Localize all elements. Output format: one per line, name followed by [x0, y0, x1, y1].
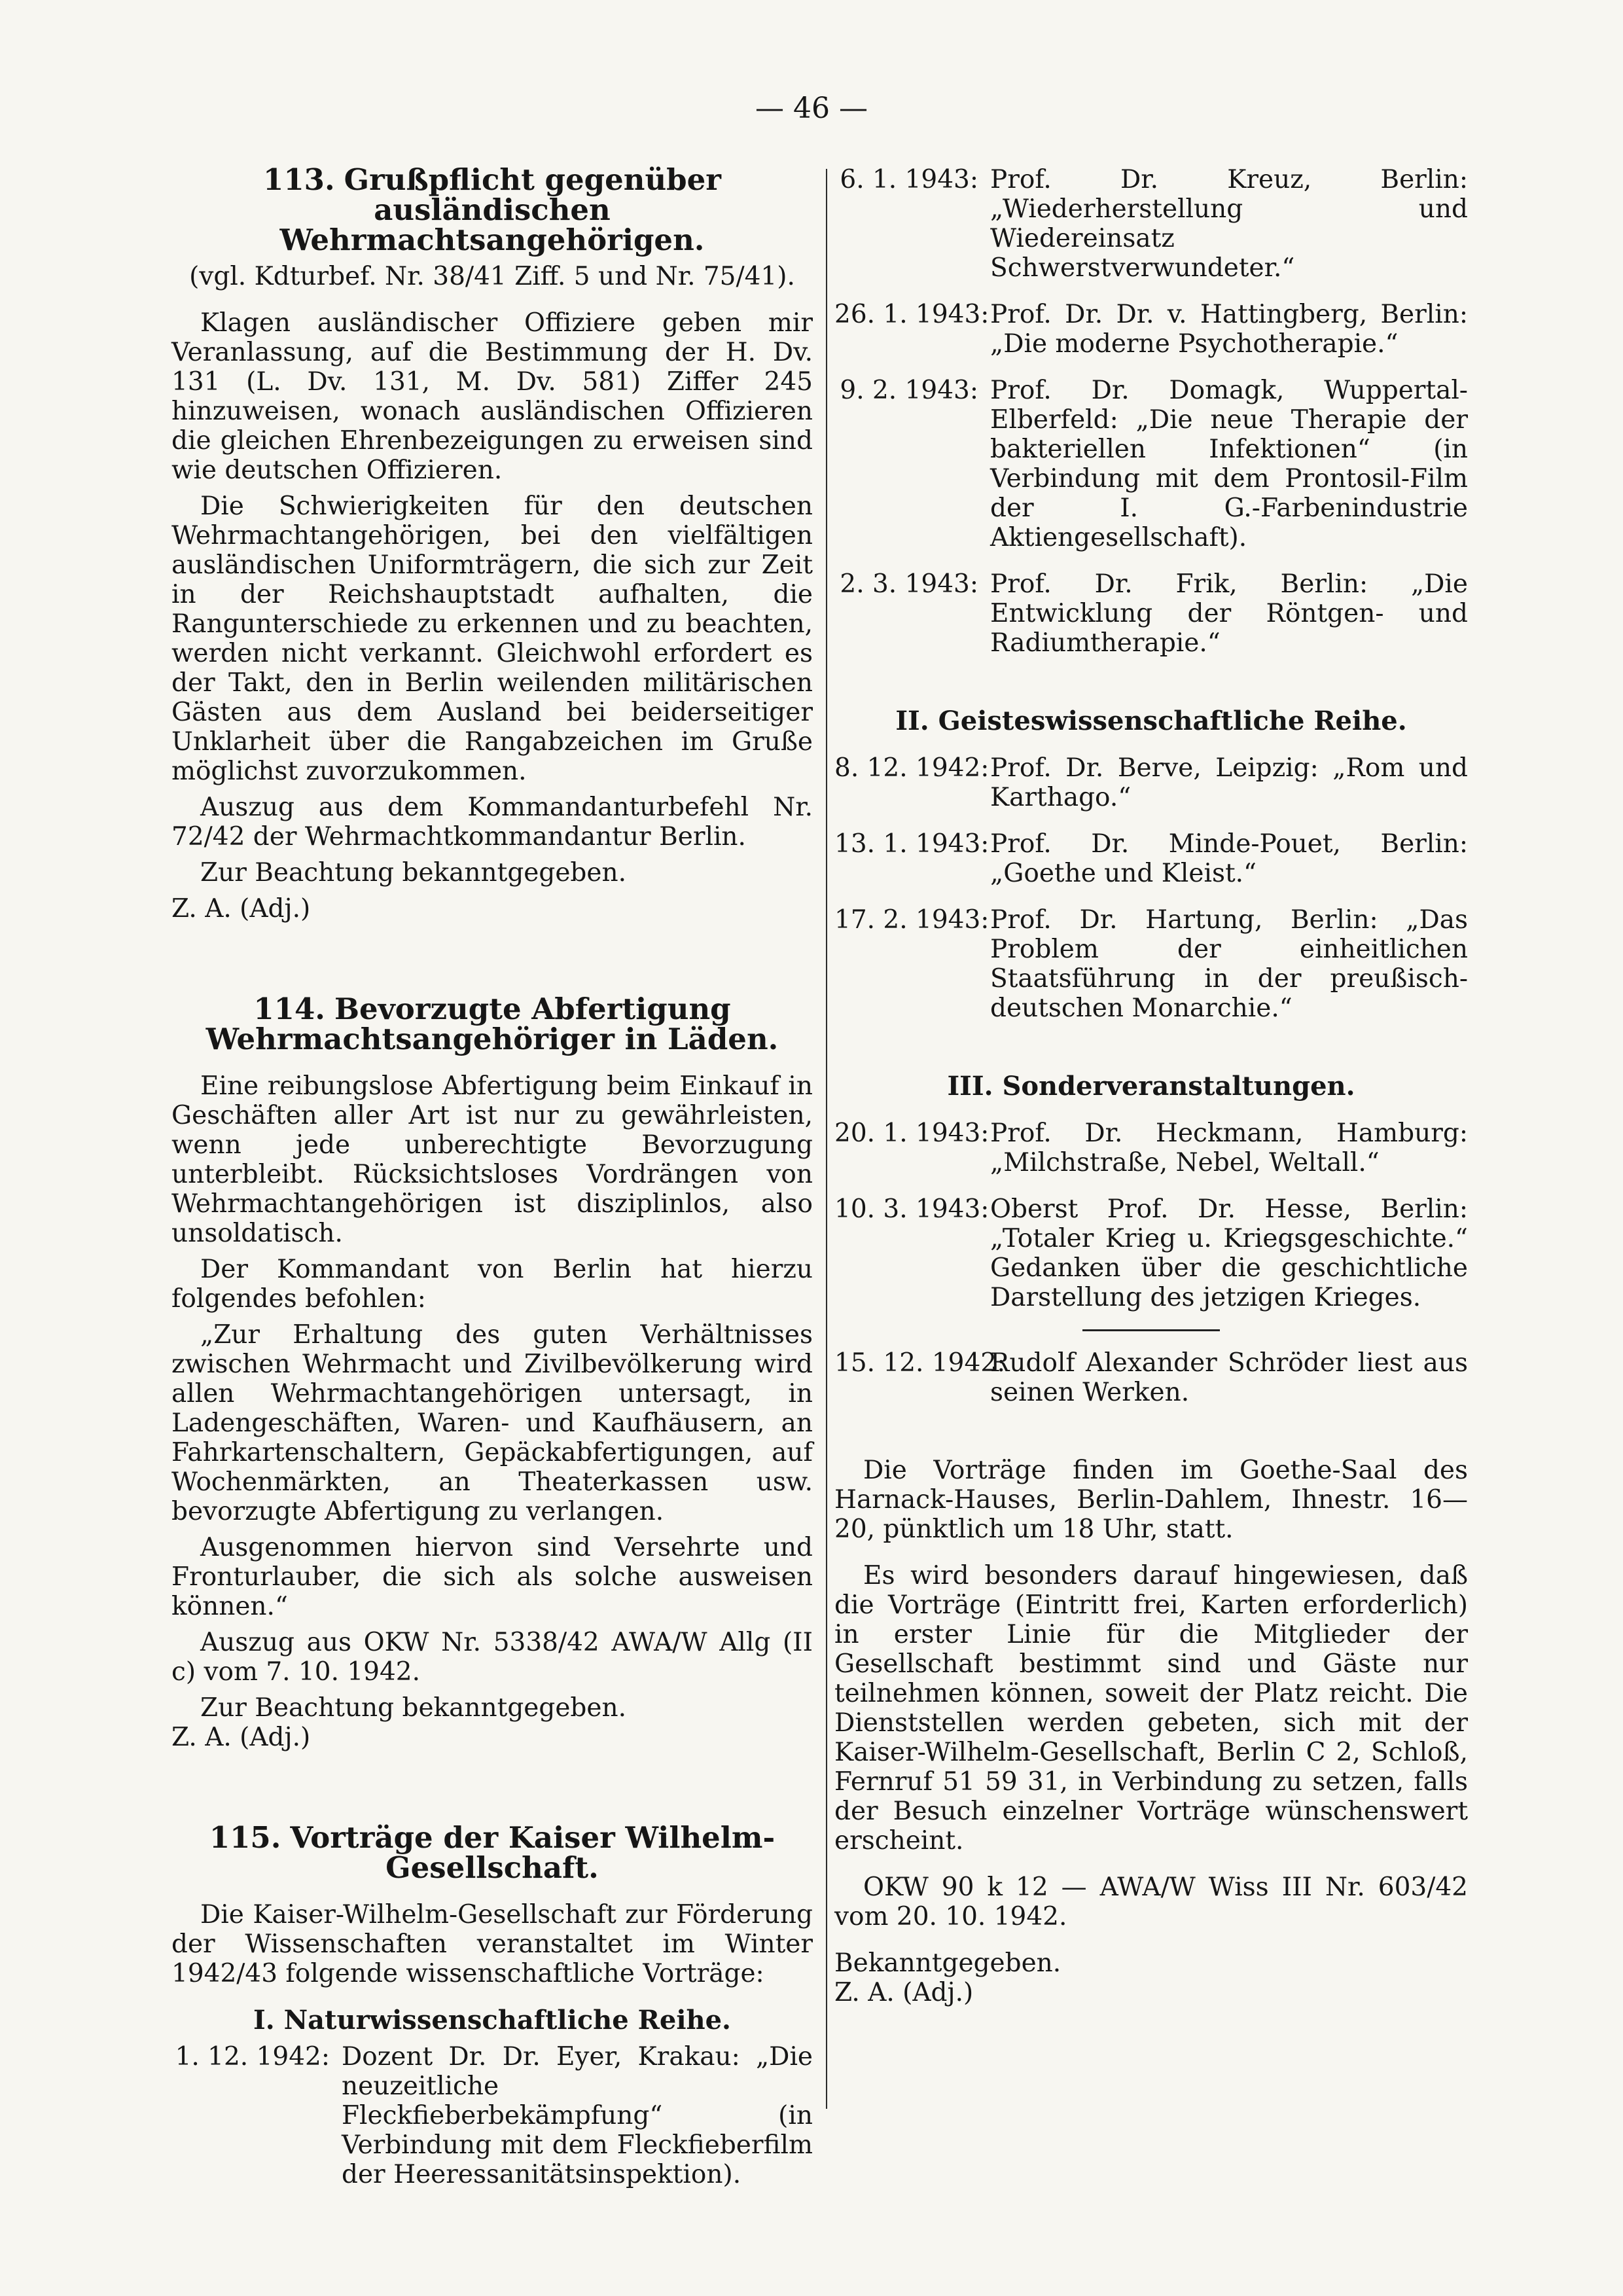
lecture-text: Prof. Dr. Berve, Leipzig: „Rom und Karthago.“	[990, 753, 1468, 812]
lecture-date: 9. 2. 1943:	[840, 376, 978, 405]
lecture-date: 26. 1. 1943:	[834, 300, 990, 329]
lecture-entry	[834, 376, 1468, 552]
series-heading-special-events: III. Sonderveranstaltungen.	[947, 1071, 1355, 1102]
lecture-text: Prof. Dr. Kreuz, Berlin: „Wiederherstellung und Wiedereinsatz Schwerstverwundeter.“	[990, 165, 1468, 283]
section-113-title: Grußpflicht gegenüber ausländischen Wehrmachtsangehörigen.	[279, 162, 721, 257]
lecture-entry	[171, 2042, 813, 2189]
section-115-number: 115.	[209, 1820, 281, 1855]
lecture-date: 13. 1. 1943:	[834, 829, 990, 859]
lecture-entry	[834, 300, 1468, 359]
lecture-text: Dozent Dr. Dr. Eyer, Krakau: „Die neuzeitliche Fleckfieberbekämpfung“ (in Verbindung mit dem Fleckfieberfilm der Heeressanitätsinspektion).	[342, 2042, 813, 2189]
venue-paragraph: Die Vorträge finden im Goethe-Saal des Harnack-Hauses, Berlin-Dahlem, Ihnestr. 16—20, pünktlich um 18 Uhr, statt.	[834, 1456, 1468, 1544]
column-divider	[826, 169, 827, 2109]
section-115-heading	[171, 1820, 813, 1885]
lecture-date: 1. 12. 1942:	[175, 2042, 330, 2072]
section-113-notice: Zur Beachtung bekanntgegeben.	[200, 858, 626, 888]
lecture-text: Prof. Dr. Frik, Berlin: „Die Entwicklung der Röntgen- und Radiumtherapie.“	[990, 569, 1468, 658]
section-113-signature: Z. A. (Adj.)	[171, 894, 311, 924]
section-113-heading	[171, 162, 813, 257]
lecture-text: Prof. Dr. Domagk, Wuppertal-Elberfeld: „Die neue Therapie der bakteriellen Infektionen“ (in Verbindung mit dem Prontosil-Film der I. G.-Farbenindustrie Aktiengesellschaft).	[990, 376, 1468, 552]
lecture-text: Prof. Dr. Hartung, Berlin: „Das Problem der einheitlichen Staatsführung in der preußisch-deutschen Monarchie.“	[990, 905, 1468, 1023]
page-number: — 46 —	[755, 92, 868, 125]
left-column	[171, 162, 813, 2189]
lecture-date: 2. 3. 1943:	[840, 569, 978, 599]
section-115-source: OKW 90 k 12 — AWA/W Wiss III Nr. 603/42 vom 20. 10. 1942.	[834, 1873, 1468, 1931]
section-114-signature: Z. A. (Adj.)	[171, 1723, 311, 1752]
lecture-text: Rudolf Alexander Schröder liest aus seinen Werken.	[990, 1348, 1468, 1407]
lecture-entry	[834, 829, 1468, 888]
lecture-entry	[834, 1119, 1468, 1177]
section-114-heading	[171, 994, 813, 1054]
section-114-paragraph: Der Kommandant von Berlin hat hierzu folgendes befohlen:	[171, 1255, 813, 1314]
section-114-notice: Zur Beachtung bekanntgegeben.	[200, 1693, 626, 1723]
lecture-entry	[834, 753, 1468, 812]
section-113-paragraph: Die Schwierigkeiten für den deutschen Wehrmachtangehörigen, bei den vielfältigen ausländischen Uniformträgern, die sich zur Zeit in der Reichshauptstadt aufhalten, die Rangunterschiede zu erkennen und zu beachten, werden nicht verkannt. Gleichwohl erfordert es der Takt, den in Berlin weilenden militärischen Gästen aus dem Ausland bei beiderseitiger Unklarheit über die Rangabzeichen im Gruße möglichst zuvorzukommen.	[171, 492, 813, 786]
lecture-entry	[834, 569, 1468, 658]
lecture-entry	[834, 165, 1468, 283]
section-114-source: Auszug aus OKW Nr. 5338/42 AWA/W Allg (II c) vom 7. 10. 1942.	[171, 1628, 813, 1687]
right-column	[834, 165, 1468, 2007]
lecture-date: 20. 1. 1943:	[834, 1119, 990, 1148]
section-114-quote: Ausgenommen hiervon sind Versehrte und Fronturlauber, die sich als solche ausweisen können.“	[171, 1533, 813, 1621]
section-113-paragraph: Klagen ausländischer Offiziere geben mir Veranlassung, auf die Bestimmung der H. Dv. 131 (L. Dv. 131, M. Dv. 581) Ziffer 245 hinzuweisen, wonach ausländischen Offizieren die gleichen Ehrenbezeigungen zu erweisen sind wie deutschen Offizieren.	[171, 308, 813, 485]
lecture-entry-reading	[834, 1348, 1468, 1407]
section-115-intro: Die Kaiser-Wilhelm-Gesellschaft zur Förderung der Wissenschaften veranstaltet im Winter 1942/43 folgende wissenschaftliche Vorträge:	[171, 1900, 813, 1988]
series-heading-natural-sciences: I. Naturwissenschaftliche Reihe.	[253, 2005, 731, 2036]
lecture-entry	[834, 905, 1468, 1023]
lecture-text: Prof. Dr. Minde-Pouet, Berlin: „Goethe und Kleist.“	[990, 829, 1468, 888]
attendance-paragraph: Es wird besonders darauf hingewiesen, daß die Vorträge (Eintritt frei, Karten erforderlich) in erster Linie für die Mitglieder der Gesellschaft bestimmt sind und Gäste nur teilnehmen können, soweit der Platz reicht. Die Dienststellen werden gebeten, sich mit der Kaiser-Wilhelm-Gesellschaft, Berlin C 2, Schloß, Fernruf 51 59 31, in Verbindung zu setzen, falls der Besuch einzelner Vorträge wünschenswert erscheint.	[834, 1561, 1468, 1856]
section-115-signature: Z. A. (Adj.)	[834, 1978, 974, 2007]
lecture-date: 15. 12. 1942:	[834, 1348, 1006, 1378]
lecture-date: 6. 1. 1943:	[840, 165, 978, 194]
lecture-text: Oberst Prof. Dr. Hesse, Berlin: „Totaler Krieg u. Kriegsgeschichte.“ Gedanken über die geschichtliche Darstellung des jetzigen Krieges.	[990, 1194, 1468, 1312]
section-113-reference: (vgl. Kdturbef. Nr. 38/41 Ziff. 5 und Nr. 75/41).	[189, 262, 795, 291]
lecture-date: 8. 12. 1942:	[834, 753, 990, 783]
lecture-date: 17. 2. 1943:	[834, 905, 990, 935]
section-114-quote: „Zur Erhaltung des guten Verhältnisses zwischen Wehrmacht und Zivilbevölkerung wird allen Wehrmachtangehörigen untersagt, in Ladengeschäften, Waren- und Kaufhäusern, an Fahrkartenschaltern, Gepäckabfertigungen, auf Wochenmärkten, an Theaterkassen usw. bevorzugte Abfertigung zu verlangen.	[171, 1320, 813, 1526]
section-115-title: Vorträge der Kaiser Wilhelm-Gesellschaft.	[290, 1820, 776, 1885]
lecture-text: Prof. Dr. Dr. v. Hattingberg, Berlin: „Die moderne Psychotherapie.“	[990, 300, 1468, 359]
section-115-notice: Bekanntgegeben.	[834, 1948, 1061, 1978]
section-114-number: 114.	[253, 992, 325, 1026]
lecture-text: Prof. Dr. Heckmann, Hamburg: „Milchstraße, Nebel, Weltall.“	[990, 1119, 1468, 1177]
section-113-number: 113.	[263, 162, 335, 197]
section-114-title: Bevorzugte Abfertigung Wehrmachtsangehöriger in Läden.	[205, 992, 779, 1056]
series-heading-humanities: II. Geisteswissenschaftliche Reihe.	[895, 706, 1407, 736]
lecture-entry	[834, 1194, 1468, 1312]
lecture-date: 10. 3. 1943:	[834, 1194, 990, 1224]
section-113-source: Auszug aus dem Kommandanturbefehl Nr. 72/42 der Wehrmachtkommandantur Berlin.	[171, 793, 813, 852]
section-114-paragraph: Eine reibungslose Abfertigung beim Einkauf in Geschäften aller Art ist nur zu gewährleisten, wenn jede unberechtigte Bevorzugung unterbleibt. Rücksichtsloses Vordrängen von Wehrmachtangehörigen ist disziplinlos, also unsoldatisch.	[171, 1071, 813, 1248]
